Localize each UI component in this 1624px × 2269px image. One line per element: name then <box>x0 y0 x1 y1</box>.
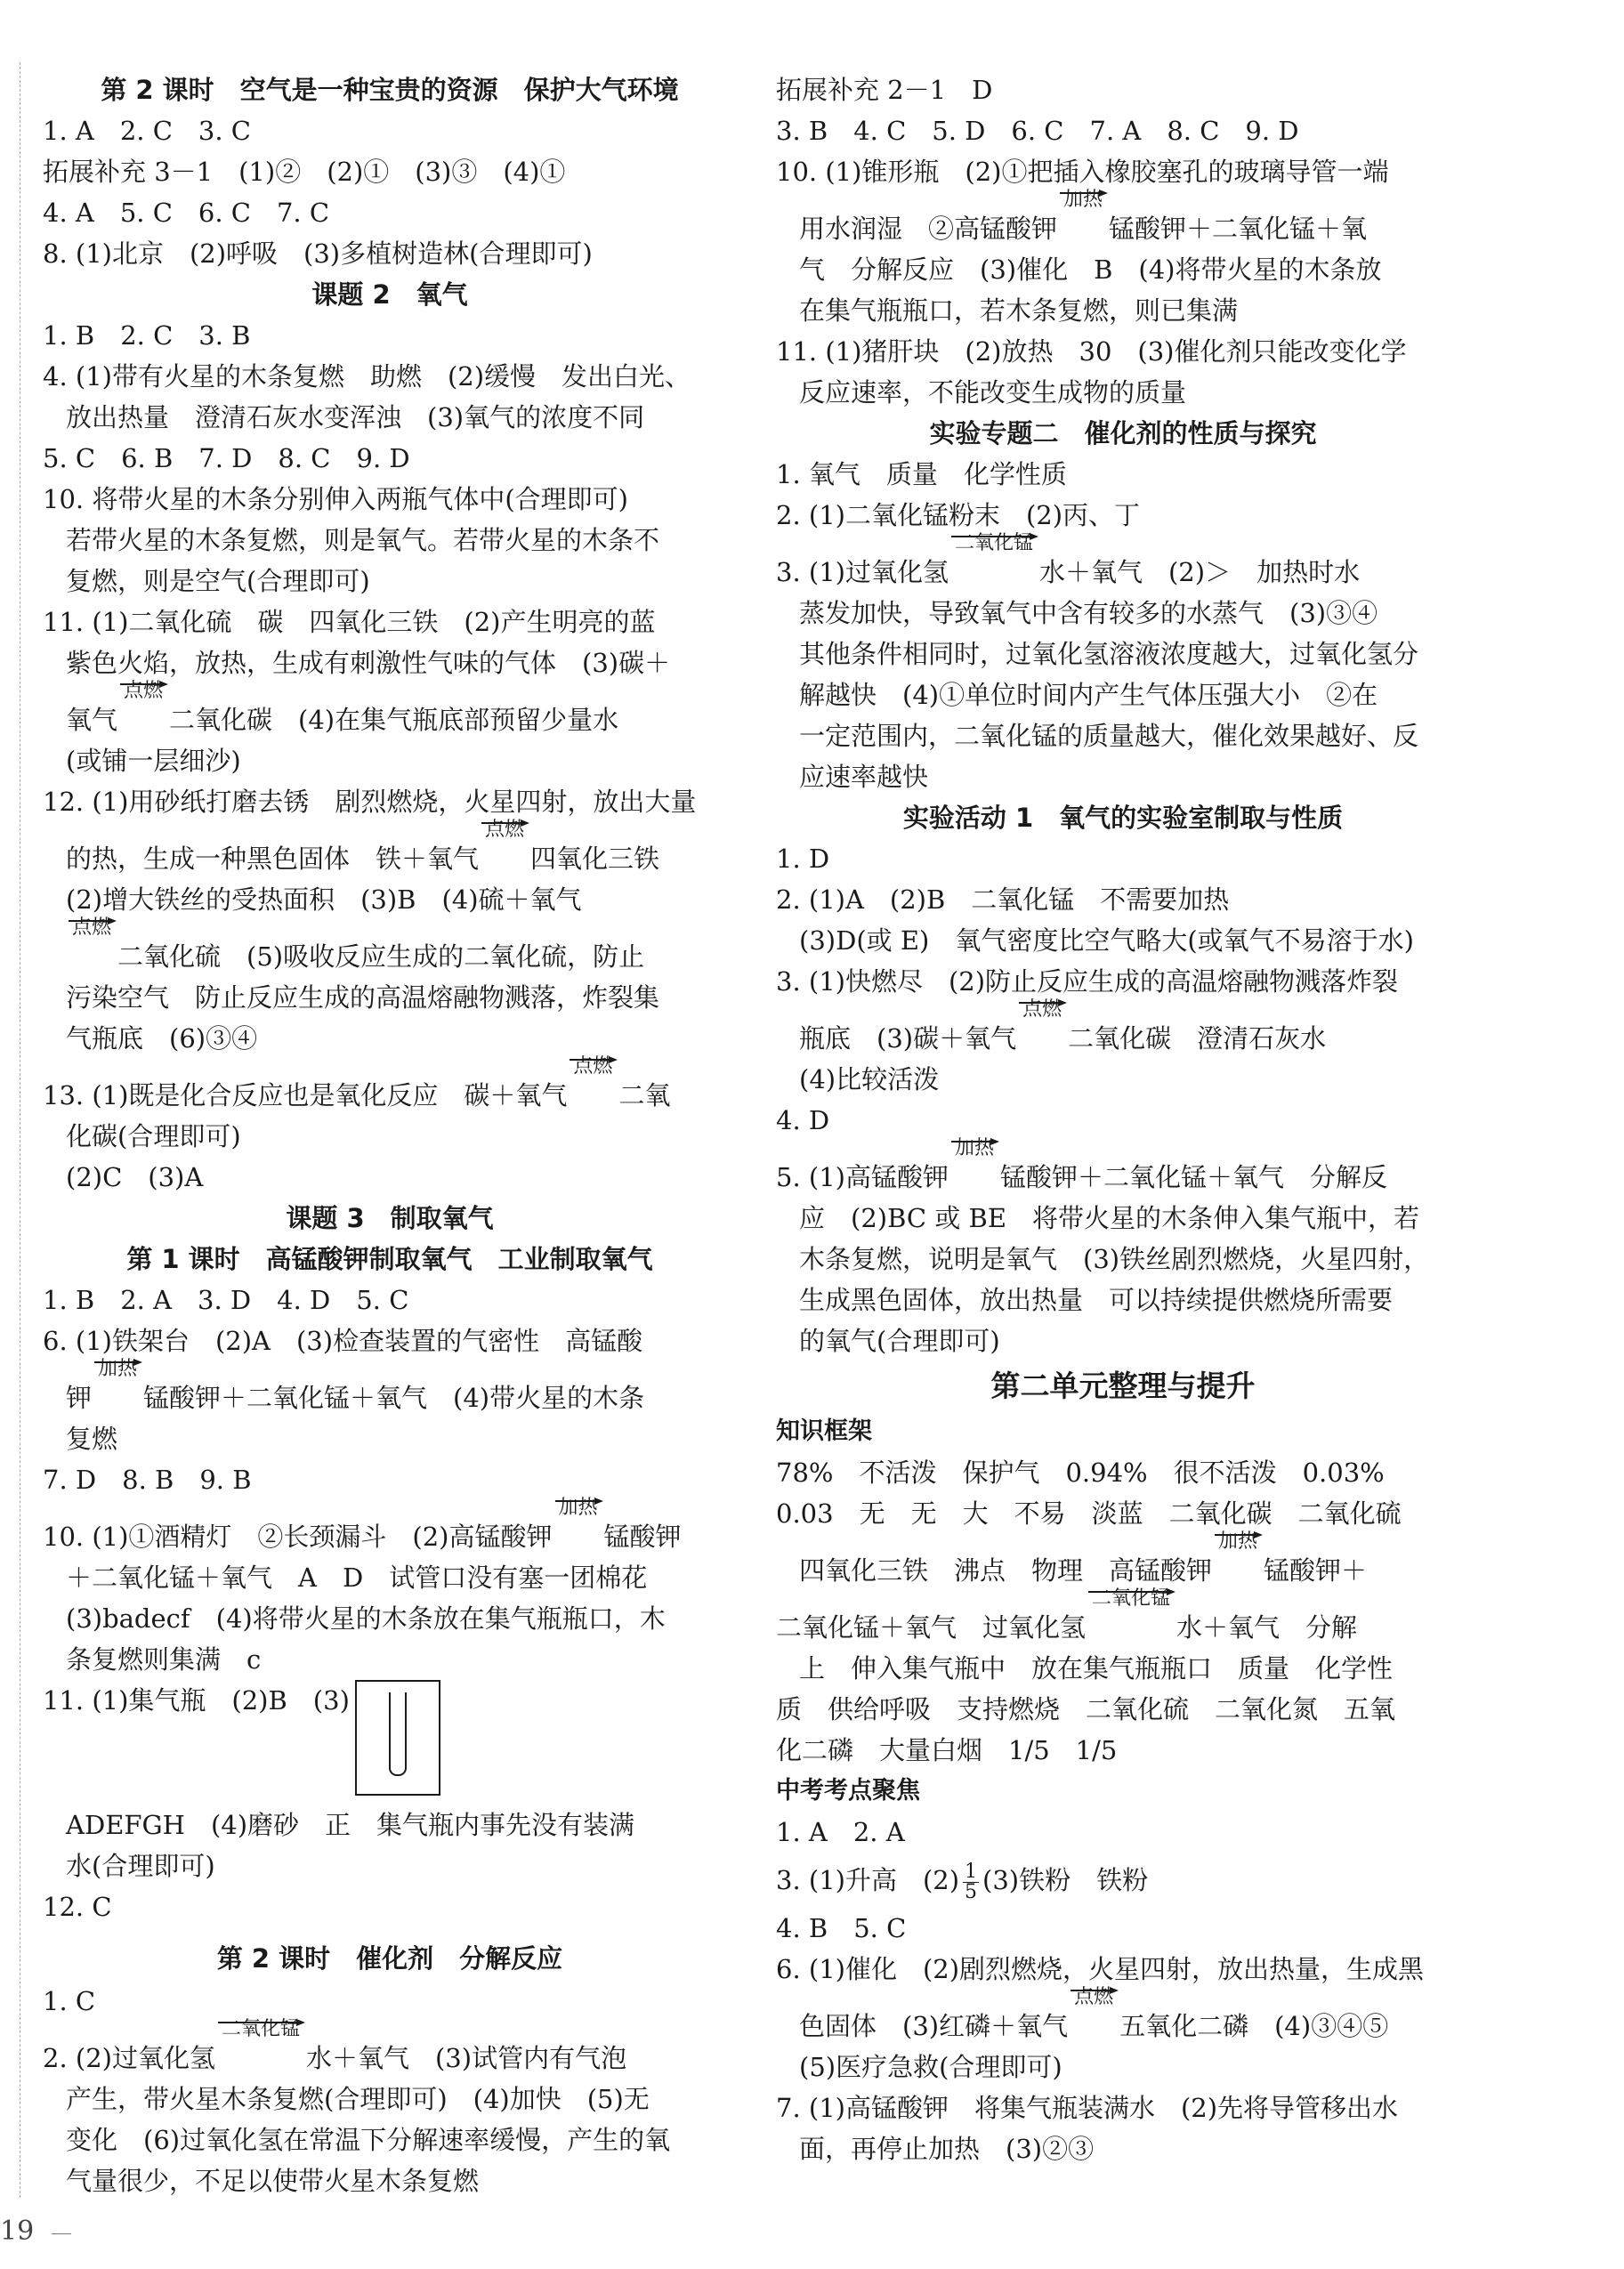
equation-products: 水＋氧气 分解 <box>1176 1612 1358 1643</box>
equation-line <box>43 680 737 740</box>
reaction-condition: 二氧化锰 <box>1092 1587 1171 1610</box>
answer-line: 7. D 8. B 9. B <box>43 1465 252 1495</box>
answer-line: 11. (1)二氧化硫 碳 四氧化三铁 (2)产生明亮的蓝 <box>43 607 656 637</box>
equation-line <box>776 1587 1470 1648</box>
reaction-arrow <box>1019 998 1065 1021</box>
answer-line: 拓展补充 2－1 D <box>776 75 993 105</box>
equation-products: 二氧化碳 (4)在集气瓶底部预留少量水 <box>169 705 619 735</box>
answer-line: 6. (1)铁架台 (2)A (3)检查装置的气密性 高锰酸 <box>43 1326 643 1356</box>
reaction-condition: 加热 <box>98 1358 138 1380</box>
equation-products: 水＋氧气 (3)试管内有气泡 <box>305 2043 627 2073</box>
answer-line: 4. D <box>776 1105 830 1135</box>
equation-line <box>43 2018 737 2079</box>
equation-products: 二氧化碳 澄清石灰水 <box>1068 1023 1327 1054</box>
equation-line <box>43 1497 737 1557</box>
answer-line: 紫色火焰，放热，生成有刺激性气味的气体 (3)碳＋ <box>66 648 671 678</box>
answer-line: 气瓶底 (6)③④ <box>66 1023 258 1054</box>
answer-line: 10. 将带火星的木条分别伸入两瓶气体中(合理即可) <box>43 484 628 514</box>
answer-line: 4. (1)带有火星的木条复燃 助燃 (2)缓慢 发出白光、 <box>43 361 691 392</box>
answer-line: 12. C <box>43 1892 112 1922</box>
equation-line <box>43 1055 737 1116</box>
reaction-arrow <box>481 819 528 841</box>
answer-line: 一定范围内，二氧化锰的质量越大，催化效果越好、反 <box>799 721 1419 751</box>
right-column <box>776 69 1470 2169</box>
reaction-condition: 点燃 <box>124 680 164 702</box>
answer-with-figure <box>43 1680 737 1805</box>
answer-line: 化二磷 大量白烟 1/5 1/5 <box>776 1735 1118 1765</box>
answer-line: 78% 不活泼 保护气 0.94% 很不活泼 0.03% <box>776 1457 1385 1488</box>
answer-line: 1. 氧气 质量 化学性质 <box>776 459 1067 489</box>
answer-text: 3. (1)升高 (2) <box>776 1865 960 1895</box>
equation-products: 水＋氧气 (2)＞ 加热时水 <box>1038 557 1361 587</box>
answer-line: ADEFGH (4)磨砂 正 集气瓶内事先没有装满 <box>66 1810 635 1840</box>
answer-line: 条复燃则集满 c <box>66 1644 262 1675</box>
equation-line <box>776 1986 1470 2047</box>
reaction-condition: 点燃 <box>573 1055 613 1078</box>
subsection-label: 知识框架 <box>776 1417 872 1445</box>
answer-line: 12. (1)用砂纸打磨去锈 剧烈燃烧，火星四射，放出大量 <box>43 787 697 817</box>
answer-line: 8. (1)北京 (2)呼吸 (3)多植树造林(合理即可) <box>43 238 593 269</box>
equation-reactants: 色固体 (3)红磷＋氧气 <box>799 2011 1069 2041</box>
reaction-condition: 二氧化锰 <box>954 532 1033 554</box>
answer-line: 7. (1)高锰酸钾 将集气瓶装满水 (2)先将导管移出水 <box>776 2093 1399 2123</box>
page-number: 19 <box>0 2216 35 2247</box>
answer-line: 应速率越快 <box>799 762 929 792</box>
equation-reactants: 2. (2)过氧化氢 <box>43 2043 215 2073</box>
section-heading: 实验专题二 催化剂的性质与探究 <box>929 418 1317 448</box>
equation-products: 锰酸钾＋二氧化锰＋氧气 分解反 <box>999 1162 1387 1192</box>
answer-line: 6. (1)催化 (2)剧烈燃烧，火星四射，放出热量，生成黑 <box>776 1954 1425 1984</box>
answer-line: (或铺一层细沙) <box>66 746 241 776</box>
answer-line: 化碳(合理即可) <box>66 1121 241 1151</box>
test-tube-icon <box>389 1692 407 1776</box>
reaction-arrow <box>69 916 115 939</box>
subsection-label: 中考考点聚焦 <box>776 1777 920 1805</box>
equation-products: 五氧化二磷 (4)③④⑤ <box>1119 2011 1389 2041</box>
answer-line: 3. (1)快燃尽 (2)防止反应生成的高温熔融物溅落炸裂 <box>776 966 1399 997</box>
reaction-condition: 加热 <box>558 1497 598 1519</box>
answer-line: 气量很少，不足以使带火星木条复燃 <box>66 2166 480 2196</box>
answer-line: 0.03 无 无 大 不易 淡蓝 二氧化碳 二氧化硫 <box>776 1498 1402 1529</box>
equation-line <box>776 1137 1470 1198</box>
reaction-arrow <box>218 2018 303 2040</box>
answer-line: ＋二氧化锰＋氧气 A D 试管口没有塞一团棉花 <box>66 1562 648 1593</box>
test-tube-diagram <box>355 1680 440 1796</box>
answer-line: (3)D(或 E) 氧气密度比空气略大(或氧气不易溶于水) <box>799 925 1414 956</box>
reaction-condition: 加热 <box>1063 189 1103 211</box>
section-heading: 第 2 课时 空气是一种宝贵的资源 保护大气环境 <box>101 75 679 105</box>
answer-line: 质 供给呼吸 支持燃烧 二氧化硫 二氧化氮 五氧 <box>776 1694 1396 1724</box>
answer-line: 木条复燃，说明是氧气 (3)铁丝剧烈燃烧，火星四射， <box>799 1244 1430 1274</box>
equation-products: 锰酸钾＋二氧化锰＋氧气 (4)带火星的木条 <box>143 1383 645 1413</box>
answer-line: 1. C <box>43 1986 96 2016</box>
equation-products: 二氧 <box>618 1080 671 1110</box>
reaction-arrow <box>1215 1530 1261 1553</box>
reaction-arrow <box>1071 1986 1117 2008</box>
section-heading: 第 1 课时 高锰酸钾制取氧气 工业制取氧气 <box>126 1244 653 1274</box>
answer-line: (2)C (3)A <box>66 1162 204 1192</box>
equation-reactants: 二氧化锰＋氧气 过氧化氢 <box>776 1612 1087 1643</box>
answer-line: 4. B 5. C <box>776 1913 907 1943</box>
equation-products: 锰酸钾＋ <box>1264 1555 1368 1586</box>
answer-line: (2)增大铁丝的受热面积 (3)B (4)硫＋氧气 <box>66 884 582 915</box>
reaction-condition: 加热 <box>954 1137 994 1159</box>
equation-line <box>776 998 1470 1059</box>
equation-products: 四氧化三铁 <box>530 844 660 874</box>
section-heading: 第 2 课时 催化剂 分解反应 <box>216 1943 563 1974</box>
answer-line: 2. (1)二氧化锰粉末 (2)丙、丁 <box>776 500 1141 530</box>
equation-reactants: 5. (1)高锰酸钾 <box>776 1162 949 1192</box>
answer-line: 气 分解反应 (3)催化 B (4)将带火星的木条放 <box>799 254 1382 285</box>
answer-line: 污染空气 防止反应生成的高温熔融物溅落，炸裂集 <box>66 982 660 1013</box>
reaction-arrow <box>120 680 166 702</box>
reaction-arrow <box>570 1055 616 1078</box>
answer-line: 1. B 2. C 3. B <box>43 320 251 351</box>
answer-line: 若带火星的木条复燃，则是氧气。若带火星的木条不 <box>66 525 660 555</box>
answer-line: 蒸发加快，导致氧气中含有较多的水蒸气 (3)③④ <box>799 598 1378 628</box>
answer-line: 在集气瓶瓶口，若木条复燃，则已集满 <box>799 295 1239 326</box>
reaction-arrow <box>951 1137 998 1159</box>
equation-line <box>776 1530 1470 1591</box>
answer-line: 的氧气(合理即可) <box>799 1326 1000 1356</box>
reaction-arrow <box>555 1497 602 1519</box>
equation-reactants: 10. (1)①酒精灯 ②长颈漏斗 (2)高锰酸钾 <box>43 1522 553 1552</box>
answer-line: 应 (2)BC 或 BE 将带火星的木条伸入集气瓶中，若 <box>799 1203 1420 1233</box>
answer-line: 10. (1)锥形瓶 (2)①把插入橡胶塞孔的玻璃导管一端 <box>776 157 1389 187</box>
equation-line <box>43 1358 737 1418</box>
answer-line: 上 伸入集气瓶中 放在集气瓶瓶口 质量 化学性 <box>799 1653 1394 1684</box>
equation-reactants: 3. (1)过氧化氢 <box>776 557 949 587</box>
answer-line: 5. C 6. B 7. D 8. C 9. D <box>43 443 410 473</box>
equation-products: 锰酸钾 <box>603 1522 682 1552</box>
answer-line: 变化 (6)过氧化氢在常温下分解速率缓慢，产生的氧 <box>66 2125 671 2155</box>
answer-line: 产生，带火星木条复燃(合理即可) (4)加快 (5)无 <box>66 2084 650 2114</box>
equation-line <box>43 916 737 977</box>
page-number-dash <box>52 2233 71 2234</box>
answer-line: 1. B 2. A 3. D 4. D 5. C <box>43 1285 409 1315</box>
answer-line: 复燃 <box>66 1424 118 1454</box>
equation-reactants: 四氧化三铁 沸点 物理 高锰酸钾 <box>799 1555 1213 1586</box>
answer-line: (4)比较活泼 <box>799 1064 940 1094</box>
fraction <box>963 1862 979 1902</box>
answer-line: 其他条件相同时，过氧化氢溶液浓度越大，过氧化氢分 <box>799 639 1419 669</box>
answer-line: (3)badecf (4)将带火星的木条放在集气瓶瓶口，木 <box>66 1603 666 1634</box>
answer-line: 放出热量 澄清石灰水变浑浊 (3)氧气的浓度不同 <box>66 402 645 432</box>
reaction-condition: 点燃 <box>72 916 112 939</box>
equation-line <box>43 819 737 879</box>
answer-line: 复燃，则是空气(合理即可) <box>66 566 370 596</box>
answer-line: 1. D <box>776 844 830 874</box>
equation-reactants: 用水润湿 ②高锰酸钾 <box>799 214 1058 244</box>
answer-line: 生成黑色固体，放出热量 可以持续提供燃烧所需要 <box>799 1285 1394 1315</box>
section-heading: 实验活动 1 氧气的实验室制取与性质 <box>902 803 1344 833</box>
equation-line <box>776 532 1470 593</box>
answer-line: 3. B 4. C 5. D 6. C 7. A 8. C 9. D <box>776 116 1299 146</box>
reaction-condition: 二氧化锰 <box>221 2018 300 2040</box>
reaction-arrow <box>1088 1587 1174 1610</box>
answer-line: 1. A 2. C 3. C <box>43 116 251 146</box>
answer-line: 反应速率，不能改变生成物的质量 <box>799 377 1187 408</box>
answer-line: 4. A 5. C 6. C 7. C <box>43 198 330 228</box>
answer-line: 水(合理即可) <box>66 1851 215 1881</box>
answer-line: 2. (1)A (2)B 二氧化锰 不需要加热 <box>776 884 1230 915</box>
equation-products: 锰酸钾＋二氧化锰＋氧 <box>1109 214 1368 244</box>
answer-text: 11. (1)集气瓶 (2)B (3) <box>43 1685 350 1716</box>
equation-reactants: 钾 <box>66 1383 93 1413</box>
reaction-condition: 加热 <box>1218 1530 1258 1553</box>
equation-reactants: 氧气 <box>66 705 118 735</box>
equation-reactants: 的热，生成一种黑色固体 铁＋氧气 <box>66 844 480 874</box>
answer-line: 解越快 (4)①单位时间内产生气体压强大小 ②在 <box>799 680 1378 710</box>
left-column <box>43 69 737 2201</box>
answer-line: 1. A 2. A <box>776 1817 905 1847</box>
equation-reactants: 瓶底 (3)碳＋氧气 <box>799 1023 1017 1054</box>
answer-line: 拓展补充 3－1 (1)② (2)① (3)③ (4)① <box>43 157 566 187</box>
section-heading: 课题 3 制取氧气 <box>286 1203 494 1233</box>
unit-heading: 第二单元整理与提升 <box>990 1369 1256 1403</box>
reaction-arrow <box>951 532 1037 554</box>
answer-line: 11. (1)猪肝块 (2)放热 30 (3)催化剂只能改变化学 <box>776 336 1407 367</box>
answer-line-with-fraction <box>776 1853 1470 1908</box>
reaction-condition: 点燃 <box>1022 998 1062 1021</box>
reaction-condition: 点燃 <box>485 819 525 841</box>
equation-reactants: 13. (1)既是化合反应也是氧化反应 碳＋氧气 <box>43 1080 568 1110</box>
answer-line: (5)医疗急救(合理即可) <box>799 2052 1062 2082</box>
equation-line <box>776 189 1470 249</box>
reaction-arrow <box>1060 189 1106 211</box>
fraction-numerator: 1 <box>965 1860 978 1883</box>
answer-text: (3)铁粉 铁粉 <box>982 1865 1149 1895</box>
fraction-denominator: 5 <box>965 1880 978 1903</box>
answer-line: 面，再停止加热 (3)②③ <box>799 2134 1095 2164</box>
equation-products: 二氧化硫 (5)吸收反应生成的二氧化硫，防止 <box>117 941 645 972</box>
reaction-condition: 点燃 <box>1074 1986 1114 2008</box>
section-heading: 课题 2 氧气 <box>311 279 468 310</box>
reaction-arrow <box>94 1358 141 1380</box>
